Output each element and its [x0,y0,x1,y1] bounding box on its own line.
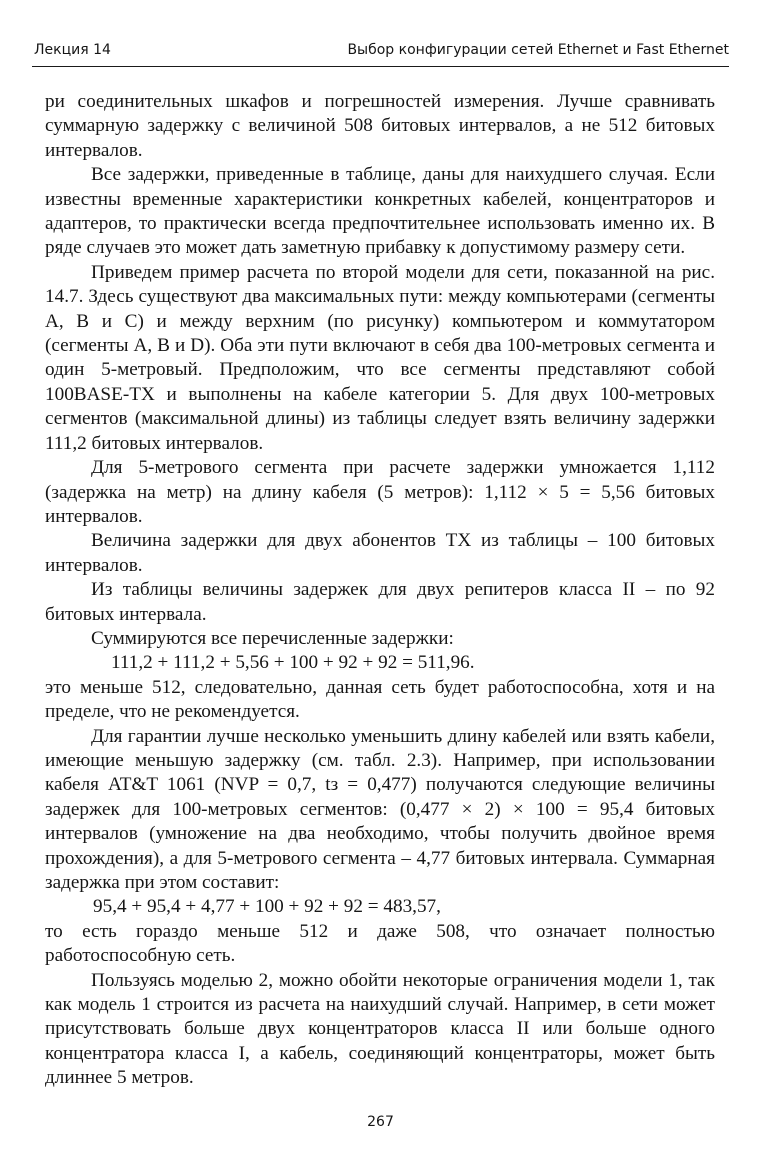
page-number: 267 [367,1114,394,1130]
paragraph-worst-case: Все задержки, приведенные в таблице, даны для наихудшего случая. Если известны временные характеристики конкретных кабелей, концентраторов и адаптеров, то практически всегда предпочтительнее использовать именно их. В ряде случаев это может дать заметную прибавку к допустимому размеру сети. [45,164,715,259]
paragraph-tx-delay: Величина задержки для двух абонентов ТХ из таблицы – 100 битовых интервалов. [45,530,715,576]
paragraph-5m-segment: Для 5-метрового сегмента при расчете задержки умножается 1,112 (задержка на метр) на длину кабеля (5 метров): 1,112 × 5 = 5,56 битовых интервалов. [45,457,715,527]
page-body [45,90,715,1091]
paragraph-continuation: ри соединительных шкафов и погрешностей измерения. Лучше сравнивать суммарную задержку с величиной 508 битовых интервалов, а не 512 битовых интервалов. [45,91,715,161]
paragraph-model-2: Пользуясь моделью 2, можно обойти некоторые ограничения модели 1, так как модель 1 строится из расчета на наихудший случай. Например, в сети может присутствовать больше двух концентраторов класса II или больше одного концентратора класса I, а кабель, соединяющий концентраторы, может быть длиннее 5 метров. [45,969,715,1089]
paragraph-conclusion: то есть гораздо меньше 512 и даже 508, что означает полностью работоспособную сеть. [45,920,715,967]
paragraph-repeater-delay: Из таблицы величины задержек для двух репитеров класса II – по 92 битовых интервала. [45,579,715,625]
formula-sum-2: 95,4 + 95,4 + 4,77 + 100 + 92 + 92 = 483,57, [93,896,441,918]
chapter-title: Выбор конфигурации сетей Ethernet и Fast Ethernet [347,42,729,58]
paragraph-example: Приведем пример расчета по второй модели для сети, показанной на рис. 14.7. Здесь существуют два максимальных пути: между компьютерами (сегменты А, В и С) и между верхним (по рисунку) компьютером и коммутатором (сегменты А, В и D). Оба эти пути включают в себя два 100-метровых сегмента и один 5-метровый. Предположим, что все сегменты представляют собой 100BASE-TX и выполнены на кабеле категории 5. Для двух 100-метровых сегментов (максимальной длины) из таблицы следует взять величину задержки 111,2 битовых интервалов. [45,261,715,454]
formula-sum-1: 111,2 + 111,2 + 5,56 + 100 + 92 + 92 = 511,96. [111,652,475,674]
paragraph-sum-result: это меньше 512, следовательно, данная сеть будет работоспособна, хотя и на пределе, что не рекомендуется. [45,676,715,723]
lecture-label: Лекция 14 [34,42,111,58]
paragraph-sum-intro: Суммируются все перечисленные задержки: [91,627,454,649]
paragraph-guarantee: Для гарантии лучше несколько уменьшить длину кабелей или взять кабели, имеющие меньшую задержку (см. табл. 2.3). Например, при использовании кабеля AT&T 1061 (NVP = 0,7, tз = 0,477) получаются следующие величины задержек для 100-метровых сегментов: (0,477 × 2) × 100 = 95,4 битовых интервалов (умножение на два необходимо, чтобы получить двойное время прохождения), а для 5-метрового сегмента – 4,77 битовых интервала. Суммарная задержка при этом составит: [45,725,715,893]
running-header [32,40,729,67]
